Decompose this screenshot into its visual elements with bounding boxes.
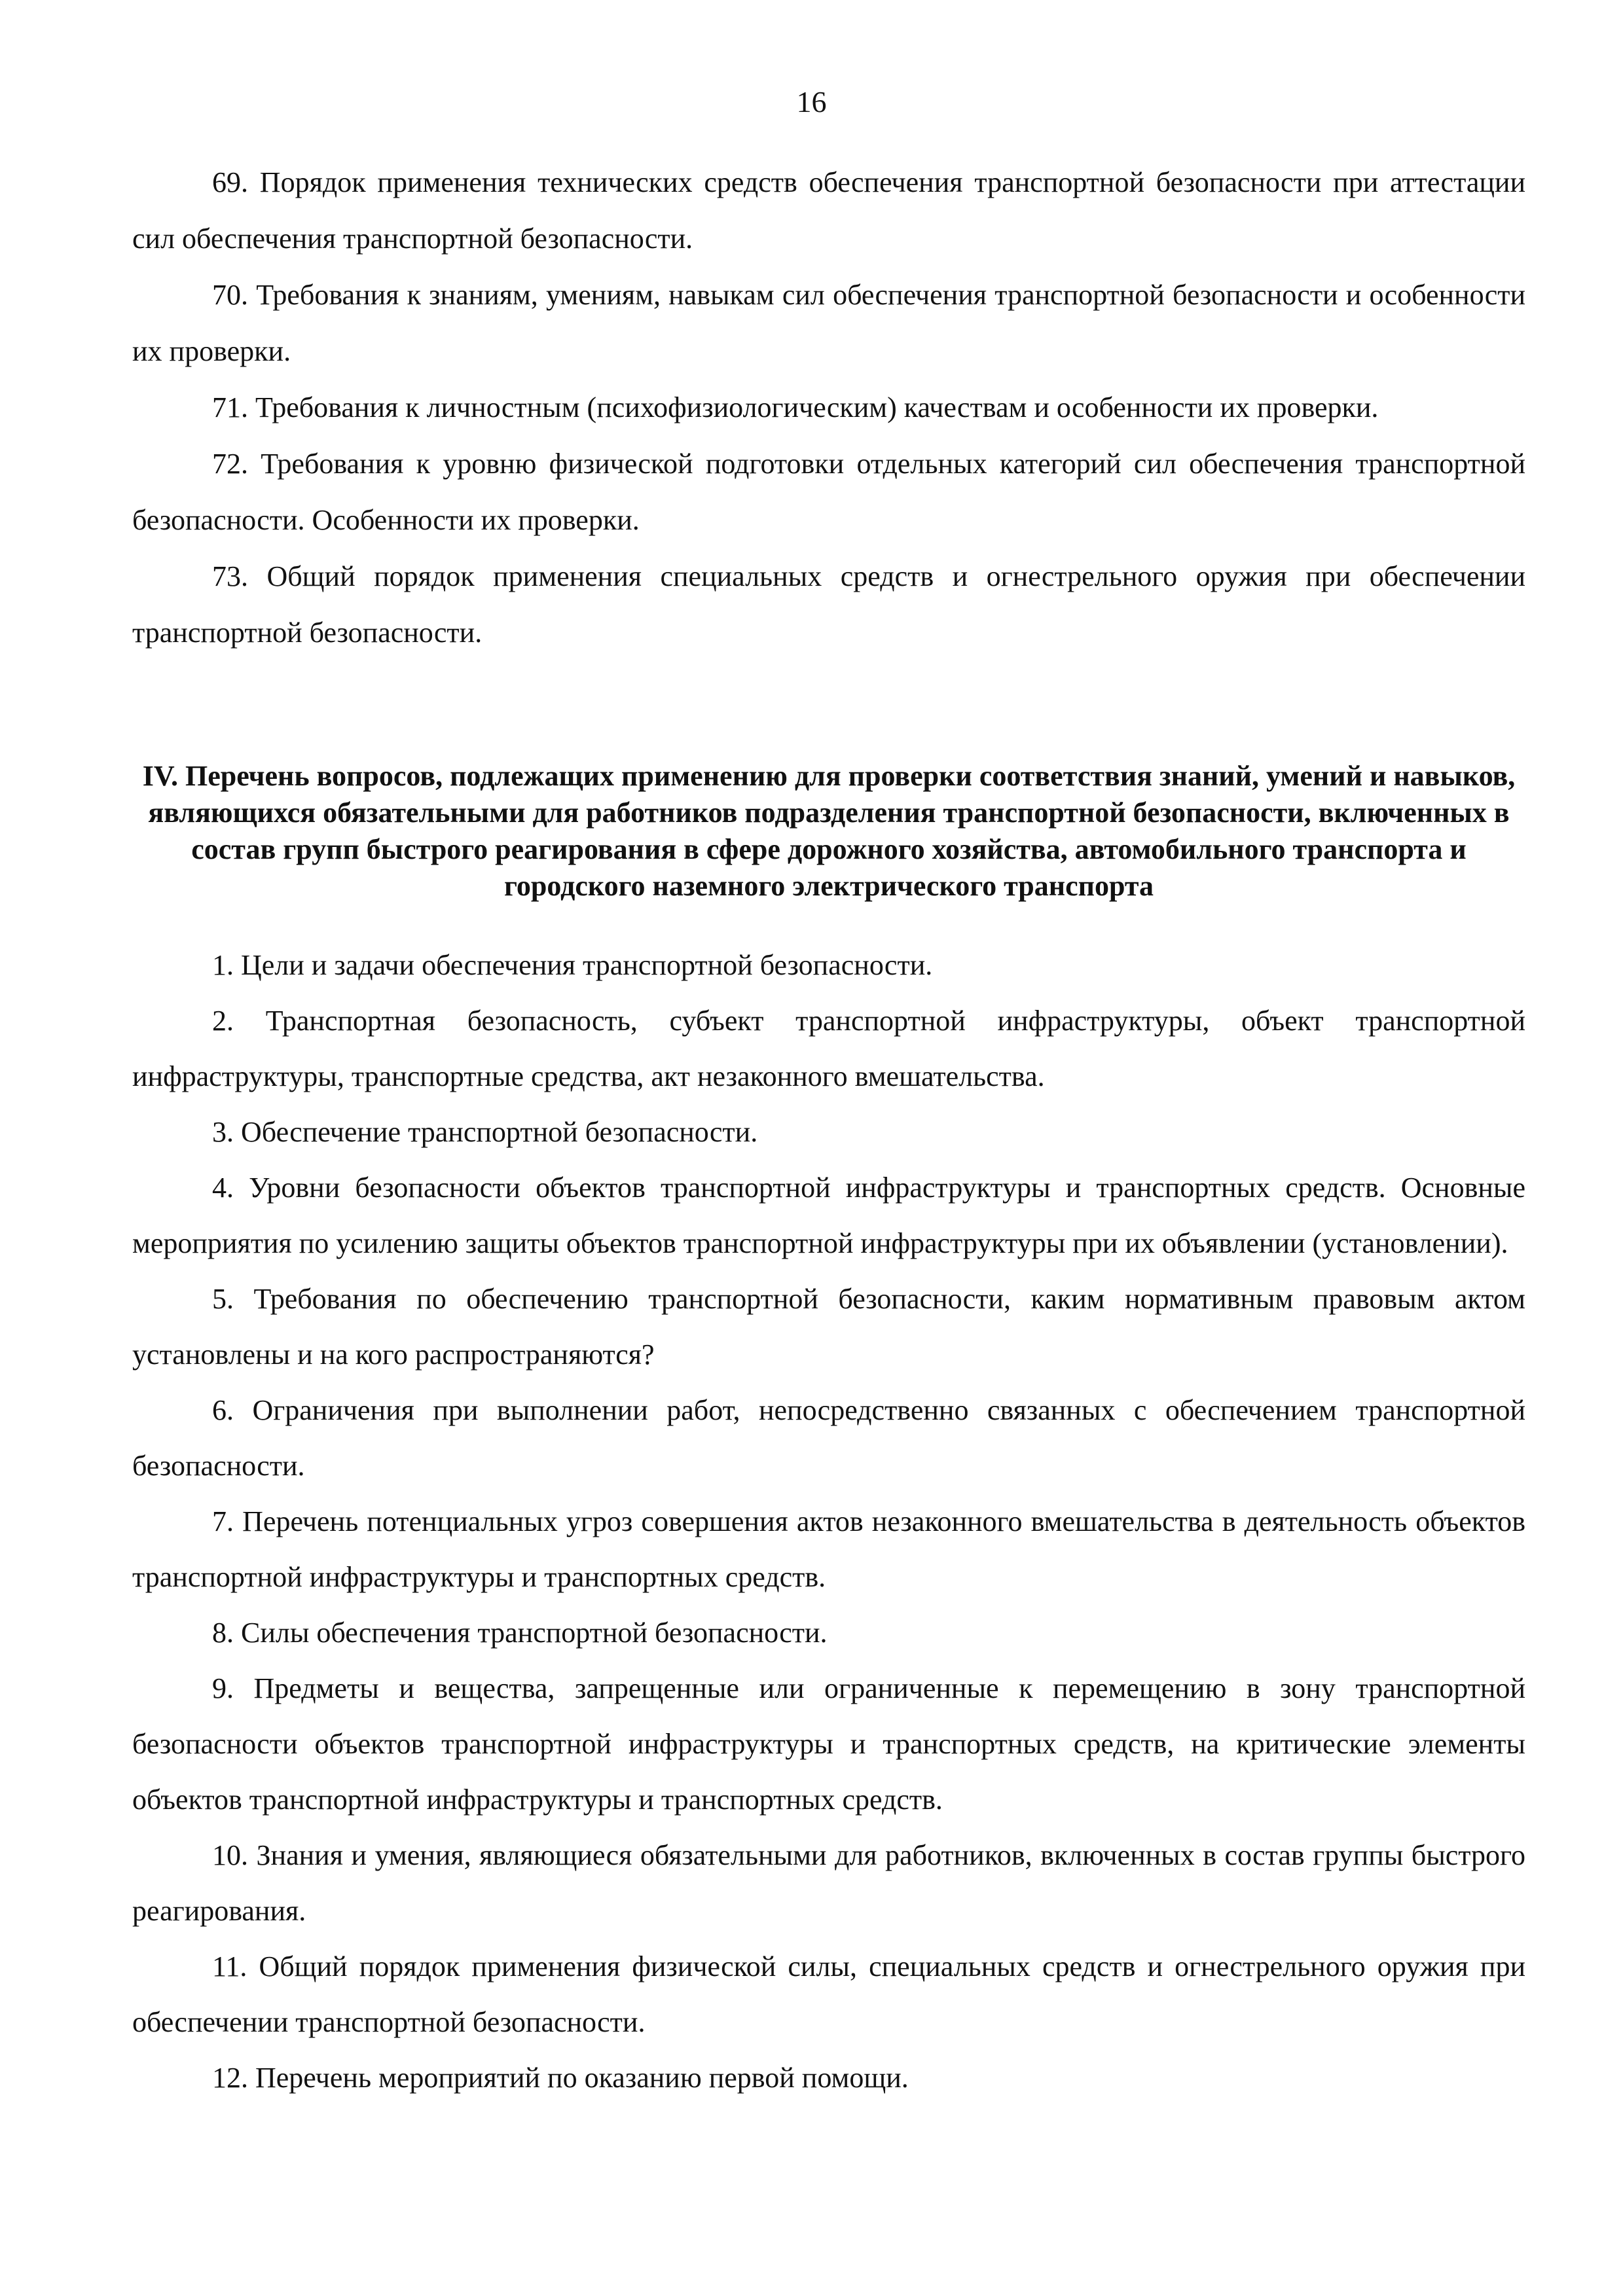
list-item: 7. Перечень потенциальных угроз совершения актов незаконного вмешательства в деятельность объектов транспортной инфраструктуры и транспортных средств.: [132, 1505, 1525, 1593]
list-item: 73. Общий порядок применения специальных средств и огнестрельного оружия при обеспечении транспортной безопасности.: [132, 560, 1525, 649]
top-items-list: [132, 154, 1525, 661]
page-number: 16: [796, 85, 827, 118]
section-items-list: [132, 937, 1525, 2106]
list-item: 3. Обеспечение транспортной безопасности.: [212, 1116, 758, 1148]
list-item: 69. Порядок применения технических средств обеспечения транспортной безопасности при аттестации сил обеспечения транспортной безопасности.: [132, 166, 1525, 255]
list-item: 12. Перечень мероприятий по оказанию первой помощи.: [212, 2062, 909, 2094]
list-item: 11. Общий порядок применения физической силы, специальных средств и огнестрельного оружия при обеспечении транспортной безопасности.: [132, 1950, 1525, 2038]
list-item: 72. Требования к уровню физической подготовки отдельных категорий сил обеспечения транспортной безопасности. Особенности их проверки.: [132, 448, 1525, 536]
list-item: 4. Уровни безопасности объектов транспортной инфраструктуры и транспортных средств. Основные мероприятия по усилению защиты объектов транспортной инфраструктуры при их объявлении (установлении).: [132, 1172, 1525, 1259]
list-item: 10. Знания и умения, являющиеся обязательными для работников, включенных в состав группы быстрого реагирования.: [132, 1839, 1525, 1927]
list-item: 8. Силы обеспечения транспортной безопасности.: [212, 1617, 828, 1649]
list-item: 2. Транспортная безопасность, субъект транспортной инфраструктуры, объект транспортной инфраструктуры, транспортные средства, акт незаконного вмешательства.: [132, 1005, 1525, 1092]
list-item: 1. Цели и задачи обеспечения транспортной безопасности.: [212, 949, 933, 981]
list-item: 6. Ограничения при выполнении работ, непосредственно связанных с обеспечением транспортной безопасности.: [132, 1394, 1525, 1482]
list-item: 71. Требования к личностным (психофизиологическим) качествам и особенности их проверки.: [212, 391, 1379, 423]
section-heading: IV. Перечень вопросов, подлежащих применению для проверки соответствия знаний, умений и навыков, являющихся обязательными для работников подразделения транспортной безопасности, включенных в состав групп быстрого реагирования в сфере дорожного хозяйства, автомобильного транспорта и городского наземного электрического транспорта: [142, 760, 1516, 902]
list-item: 5. Требования по обеспечению транспортной безопасности, каким нормативным правовым актом установлены и на кого распространяются?: [132, 1283, 1525, 1371]
list-item: 70. Требования к знаниям, умениям, навыкам сил обеспечения транспортной безопасности и особенности их проверки.: [132, 279, 1525, 367]
list-item: 9. Предметы и вещества, запрещенные или ограниченные к перемещению в зону транспортной безопасности объектов транспортной инфраструктуры и транспортных средств, на критические элементы объектов транспортной инфраструктуры и транспортных средств.: [132, 1672, 1525, 1816]
